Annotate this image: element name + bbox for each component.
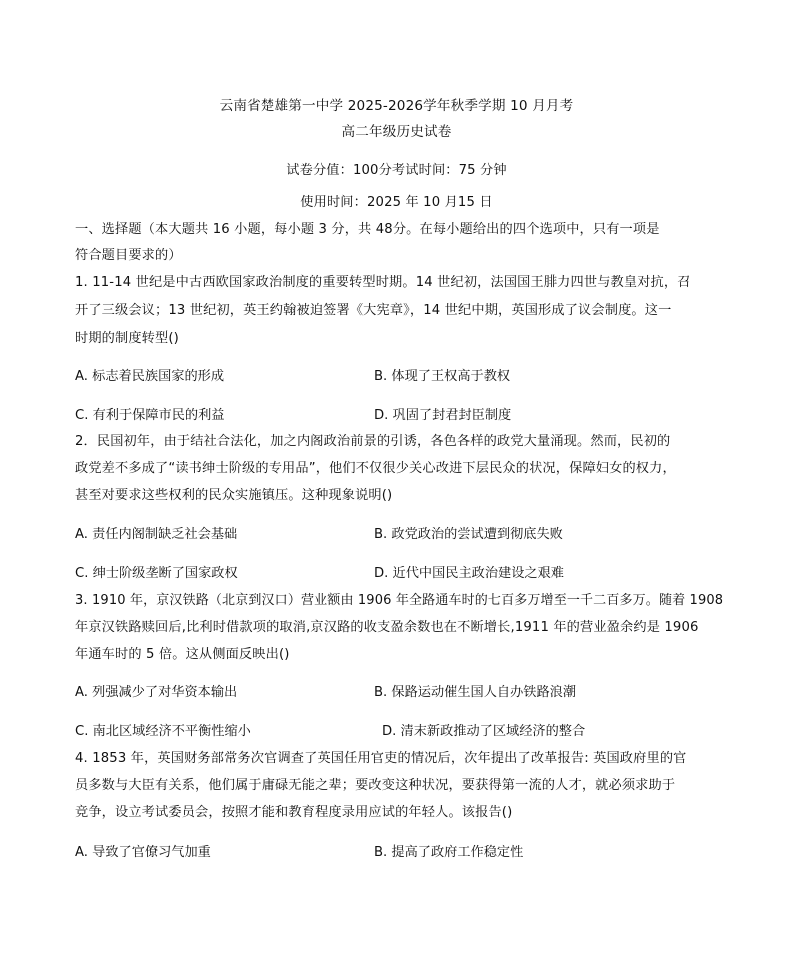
question-3-line-2: 年京汉铁路赎回后,比利时借款项的取消,京汉路的收支盈余数也在不断增长,1911 年的营业盈余约是 1906 [75, 620, 699, 635]
question-3-line-3: 年通车时的 5 倍。这从侧面反映出() [75, 647, 290, 662]
question-4-line-1: 4. 1853 年，英国财务部常务次官调查了英国任用官吏的情况后，次年提出了改革报告: 英国政府里的官 [75, 751, 687, 766]
question-3-option-d: D. 清末新政推动了区域经济的整合 [382, 724, 586, 739]
question-3-option-a: A. 列强减少了对华资本输出 [75, 685, 238, 700]
question-3-option-c: C. 南北区域经济不平衡性缩小 [75, 724, 251, 739]
question-2-option-b: B. 政党政治的尝试遭到彻底失败 [374, 527, 563, 542]
question-3-line-1: 3. 1910 年，京汉铁路（北京到汉口）营业额由 1906 年全路通车时的七百多万增至一千二百多万。随着 1908 [75, 593, 724, 608]
question-1-option-b: B. 体现了王权高于教权 [374, 369, 511, 384]
question-2-option-d: D. 近代中国民主政治建设之艰难 [374, 566, 564, 581]
question-2-line-3: 甚至对要求这些权利的民众实施镇压。这种现象说明() [75, 488, 393, 503]
exam-title: 云南省楚雄第一中学 2025-2026学年秋季学期 10 月月考 [219, 98, 574, 114]
question-1-line-1: 1. 11-14 世纪是中古西欧国家政治制度的重要转型时期。14 世纪初，法国国王腓力四世与教皇对抗，召 [75, 275, 691, 290]
question-1-line-3: 时期的制度转型() [75, 331, 179, 346]
question-4-option-b: B. 提高了政府工作稳定性 [374, 845, 524, 860]
question-4-line-3: 竞争，设立考试委员会，按照才能和教育程度录用应试的年轻人。该报告() [75, 805, 513, 820]
question-1-option-a: A. 标志着民族国家的形成 [75, 369, 225, 384]
question-4-option-a: A. 导致了官僚习气加重 [75, 845, 211, 860]
exam-date: 使用时间：2025 年 10 月15 日 [300, 195, 493, 210]
question-2-line-1: 2．民国初年，由于结社合法化，加之内阁政治前景的引诱，各色各样的政党大量涌现。然而，民初的 [75, 434, 671, 449]
section-heading-line-2: 符合题目要求的） [75, 248, 182, 263]
question-1-line-2: 开了三级会议；13 世纪初，英王约翰被迫签署《大宪章》，14 世纪中期，英国形成了议会制度。这一 [75, 303, 672, 318]
question-2-option-c: C. 绅士阶级垄断了国家政权 [75, 566, 238, 581]
question-3-option-b: B. 保路运动催生国人自办铁路浪潮 [374, 685, 577, 700]
section-heading-line-1: 一、选择题（本大题共 16 小题，每小题 3 分，共 48分。在每小题给出的四个选项中，只有一项是 [75, 222, 660, 237]
exam-subtitle: 高二年级历史试卷 [341, 124, 452, 140]
question-1-option-d: D. 巩固了封君封臣制度 [374, 408, 512, 423]
question-2-option-a: A. 责任内阁制缺乏社会基础 [75, 527, 238, 542]
question-2-line-2: 政党差不多成了“读书绅士阶级的专用品”，他们不仅很少关心改进下层民众的状况，保障妇女的权力， [75, 461, 676, 476]
score-time-info: 试卷分值：100分考试时间：75 分钟 [286, 163, 507, 178]
question-4-line-2: 员多数与大臣有关系，他们属于庸碌无能之辈；要改变这种状况，要获得第一流的人才，就必须求助于 [75, 778, 676, 793]
question-1-option-c: C. 有利于保障市民的利益 [75, 408, 225, 423]
